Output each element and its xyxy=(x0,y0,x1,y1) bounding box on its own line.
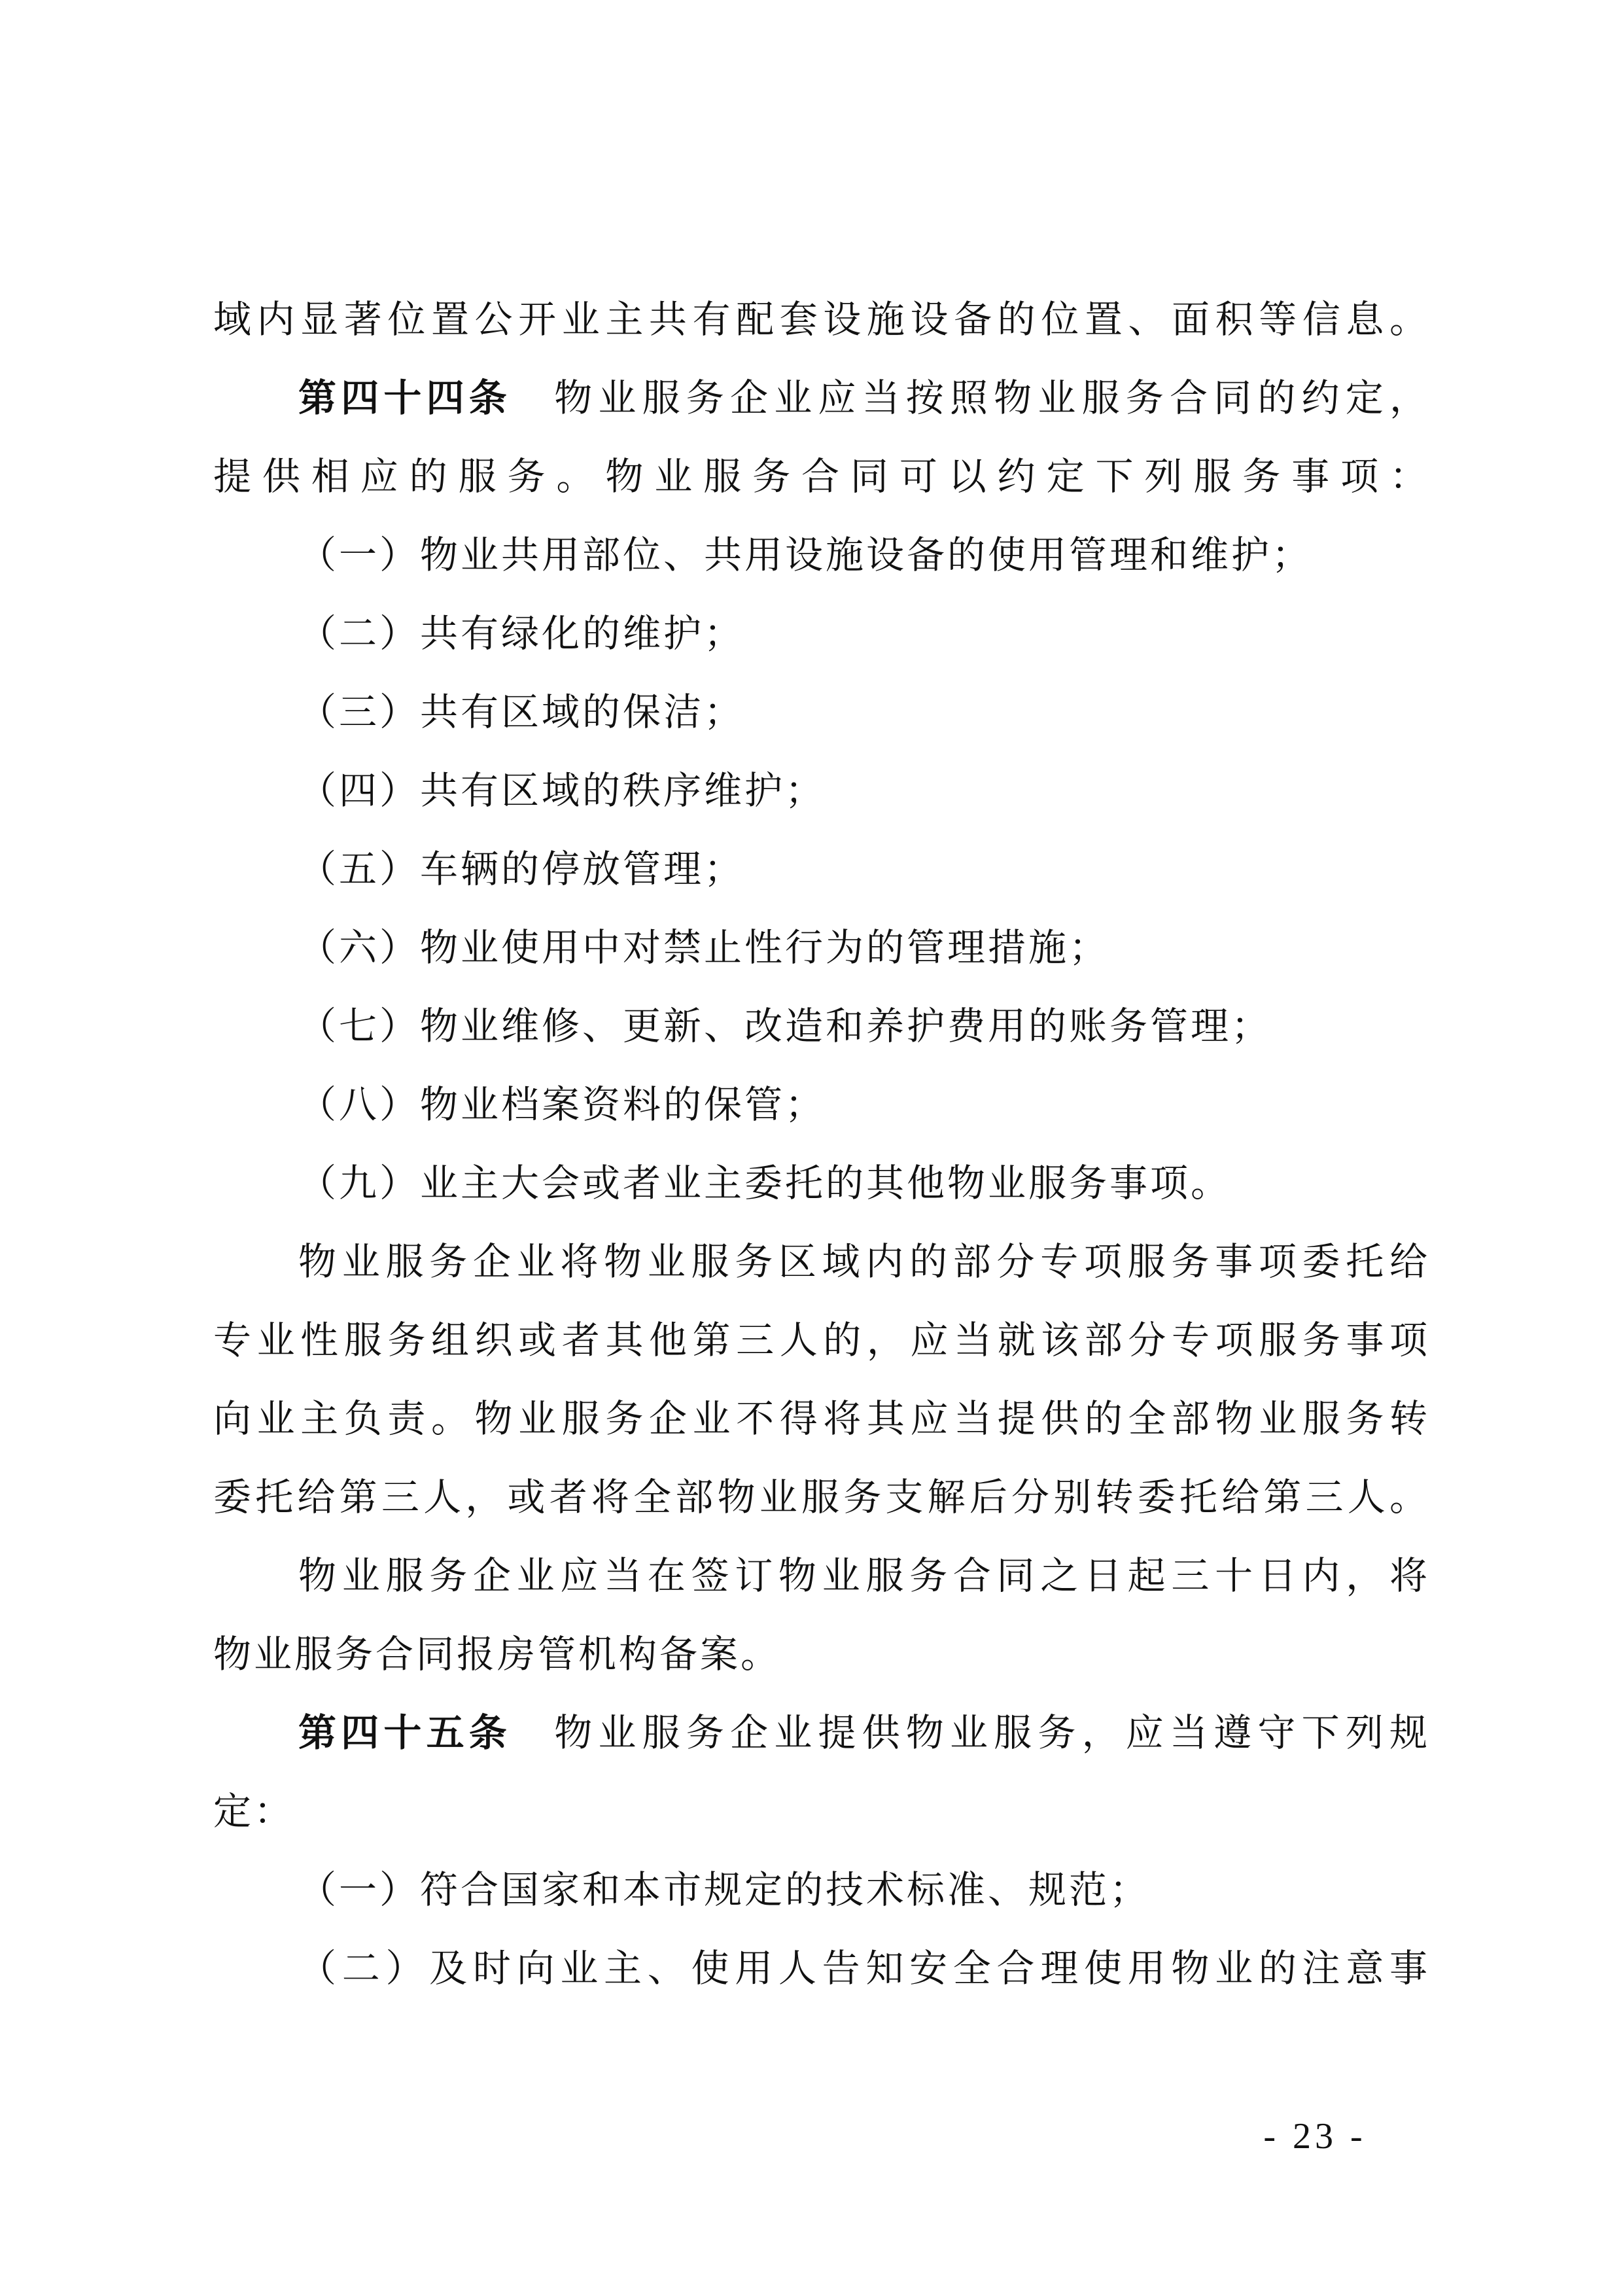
list-item: （九）业主大会或者业主委托的其他物业服务事项。 xyxy=(298,1161,1232,1205)
body-line: 定： xyxy=(213,1789,295,1833)
list-item: （八）物业档案资料的保管； xyxy=(298,1082,826,1127)
list-item: （一）符合国家和本市规定的技术标准、规范； xyxy=(298,1867,1151,1912)
body-line: 物业服务合同报房管机构备案。 xyxy=(213,1632,782,1676)
body-line: 域内显著位置公开业主共有配套设施设备的位置、面积等信息。 xyxy=(213,297,1430,342)
body-line: 专业性服务组织或者其他第三人的，应当就该部分专项服务事项 xyxy=(213,1318,1430,1362)
body-line: 物业服务企业应当在签订物业服务合同之日起三十日内，将 xyxy=(298,1553,1430,1598)
article-44-text: 物业服务企业应当按照物业服务合同的约定， xyxy=(551,376,1430,420)
list-item: （七）物业维修、更新、改造和养护费用的账务管理； xyxy=(298,1004,1272,1048)
article-45-text: 物业服务企业提供物业服务，应当遵守下列规 xyxy=(551,1710,1430,1755)
body-line: 向业主负责。物业服务企业不得将其应当提供的全部物业服务转 xyxy=(213,1396,1430,1441)
list-item: （二）及时向业主、使用人告知安全合理使用物业的注意事 xyxy=(298,1946,1430,1990)
body-line: 物业服务企业将物业服务区域内的部分专项服务事项委托给 xyxy=(298,1239,1430,1284)
list-item: （五）车辆的停放管理； xyxy=(298,847,745,891)
article-44-first-line xyxy=(298,372,1430,424)
list-item: （六）物业使用中对禁止性行为的管理措施； xyxy=(298,925,1110,970)
list-item: （四）共有区域的秩序维护； xyxy=(298,768,826,813)
list-item: （三）共有区域的保洁； xyxy=(298,690,745,734)
article-45-heading: 第四十五条 xyxy=(298,1710,512,1755)
body-line: 委托给第三人，或者将全部物业服务支解后分别转委托给第三人。 xyxy=(213,1475,1430,1519)
list-item: （一）物业共用部位、共用设施设备的使用管理和维护； xyxy=(298,533,1313,577)
list-item: （二）共有绿化的维护； xyxy=(298,611,745,656)
page-number: - 23 - xyxy=(1263,2116,1367,2157)
article-45-first-line xyxy=(298,1706,1430,1759)
article-44-heading: 第四十四条 xyxy=(298,376,512,420)
body-line: 提供相应的服务。物业服务合同可以约定下列服务事项： xyxy=(213,454,1430,499)
